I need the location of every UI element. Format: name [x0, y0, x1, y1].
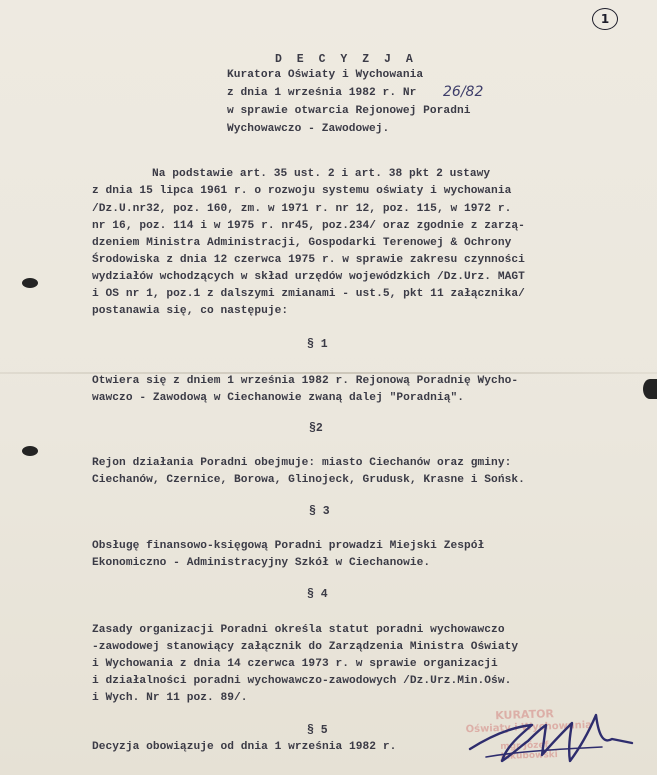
punch-hole-upper — [22, 278, 38, 288]
preamble-line: /Dz.U.nr32, poz. 160, zm. w 1971 r. nr 12, poz. 115, w 1972 r. — [92, 203, 512, 215]
section-1-line: Otwiera się z dniem 1 września 1982 r. Rejonową Poradnię Wycho- — [92, 375, 519, 387]
header-line-authority: Kuratora Oświaty i Wychowania — [227, 69, 424, 81]
section-mark-4: § 4 — [307, 588, 328, 601]
preamble-line: z dnia 15 lipca 1961 r. o rozwoju systemu oświaty i wychowania — [92, 185, 512, 197]
section-1-line: wawczo - Zawodową w Ciechanowie zwaną dalej "Poradnią". — [92, 392, 464, 404]
section-4-line: i działalności poradni wychowawczo-zawodowych /Dz.Urz.Min.Ośw. — [92, 675, 512, 687]
section-mark-5: § 5 — [307, 724, 328, 737]
punch-hole-lower — [22, 446, 38, 456]
section-4-line: i Wychowania z dnia 14 czerwca 1973 r. w sprawie organizacji — [92, 658, 498, 670]
section-3-line: Obsługę finansowo-księgową Poradni prowadzi Miejski Zespół — [92, 540, 485, 552]
document-title: D E C Y Z J A — [275, 53, 417, 66]
paper-fold-line — [0, 372, 657, 374]
punch-hole-right — [643, 379, 657, 399]
preamble-line: wydziałów wchodzących w skład urzędów wojewódzkich /Dz.Urz. MAGT — [92, 271, 525, 283]
section-2-line: Rejon działania Poradni obejmuje: miasto Ciechanów oraz gminy: — [92, 457, 512, 469]
section-4-line: Zasady organizacji Poradni określa statut poradni wychowawczo — [92, 624, 505, 636]
section-4-line: i Wych. Nr 11 poz. 89/. — [92, 692, 248, 704]
official-stamp: KURATOR Oświaty i Wychowania mgr Józef Jakubowski — [465, 707, 593, 763]
page-number-circle: 1 — [592, 8, 618, 30]
section-mark-3: § 3 — [309, 505, 330, 518]
handwritten-signature — [462, 705, 642, 775]
preamble-line: postanawia się, co następuje: — [92, 305, 289, 317]
section-mark-1: § 1 — [307, 338, 328, 351]
preamble-line: i OS nr 1, poz.1 z dalszymi zmianami - ust.5, pkt 11 załącznika/ — [92, 288, 525, 300]
section-3-line: Ekonomiczno - Administracyjny Szkół w Ciechanowie. — [92, 557, 431, 569]
header-line-subject-cont: Wychowawczo - Zawodowej. — [227, 123, 390, 135]
section-4-line: -zawodowej stanowiący załącznik do Zarządzenia Ministra Oświaty — [92, 641, 519, 653]
header-line-subject: w sprawie otwarcia Rejonowej Poradni — [227, 105, 471, 117]
preamble-line: Środowiska z dnia 12 czerwca 1975 r. w sprawie zakresu czynności — [92, 254, 525, 266]
preamble-line: Na podstawie art. 35 ust. 2 i art. 38 pkt 2 ustawy — [152, 168, 491, 180]
section-5-line: Decyzja obowiązuje od dnia 1 września 1982 r. — [92, 741, 397, 753]
header-line-date: z dnia 1 września 1982 r. Nr — [227, 87, 424, 99]
preamble-line: dzeniem Ministra Administracji, Gospodarki Terenowej & Ochrony — [92, 237, 512, 249]
preamble-line: nr 16, poz. 114 i w 1975 r. nr45, poz.234/ oraz zgodnie z zarzą- — [92, 220, 525, 232]
document-number: 26/82 — [443, 84, 484, 100]
section-mark-2: §2 — [309, 422, 323, 435]
section-2-line: Ciechanów, Czernice, Borowa, Glinojeck, Grudusk, Krasne i Sońsk. — [92, 474, 525, 486]
